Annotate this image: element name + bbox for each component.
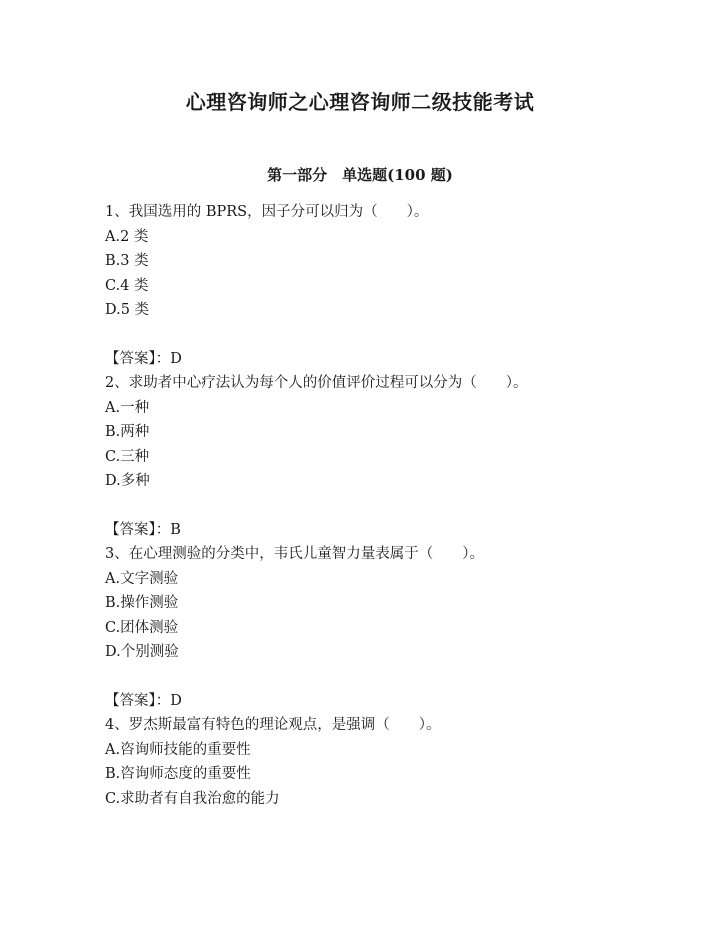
option-b: B.两种 [105,424,150,440]
option-c: C.求助者有自我治愈的能力 [105,790,280,807]
question-stem: 1、我国选用的 BPRS，因子分可以归为（ ）。 [105,204,429,220]
option-d: D.5 类 [105,302,150,318]
option-c: C.4 类 [105,277,149,294]
answer-label: 【答案】：D [105,692,182,709]
option-d: D.多种 [105,473,150,489]
question-list [105,200,685,811]
question-4 [105,713,685,811]
option-a: A.2 类 [105,228,149,245]
question-stem: 3、在心理测验的分类中，韦氏儿童智力量表属于（ ）。 [105,546,484,562]
question-stem: 2、求助者中心疗法认为每个人的价值评价过程可以分为（ ）。 [105,375,528,391]
option-a: A.文字测验 [105,570,179,587]
option-c: C.三种 [105,448,150,465]
option-b: B.咨询师态度的重要性 [105,766,251,782]
option-d: D.个别测验 [105,644,179,660]
option-b: B.操作测验 [105,595,179,611]
answer-label: 【答案】：B [105,521,181,538]
option-a: A.一种 [105,399,150,416]
option-a: A.咨询师技能的重要性 [105,741,251,758]
option-b: B.3 类 [105,253,149,269]
document-title: 心理咨询师之心理咨询师二级技能考试 [185,90,535,114]
option-c: C.团体测验 [105,619,179,636]
question-stem: 4、罗杰斯最富有特色的理论观点，是强调（ ）。 [105,717,441,733]
section-title: 第一部分 单选题(100 题) [267,166,453,184]
answer-label: 【答案】：D [105,350,182,367]
question-1 [105,200,685,371]
question-2 [105,371,685,542]
question-3 [105,542,685,713]
